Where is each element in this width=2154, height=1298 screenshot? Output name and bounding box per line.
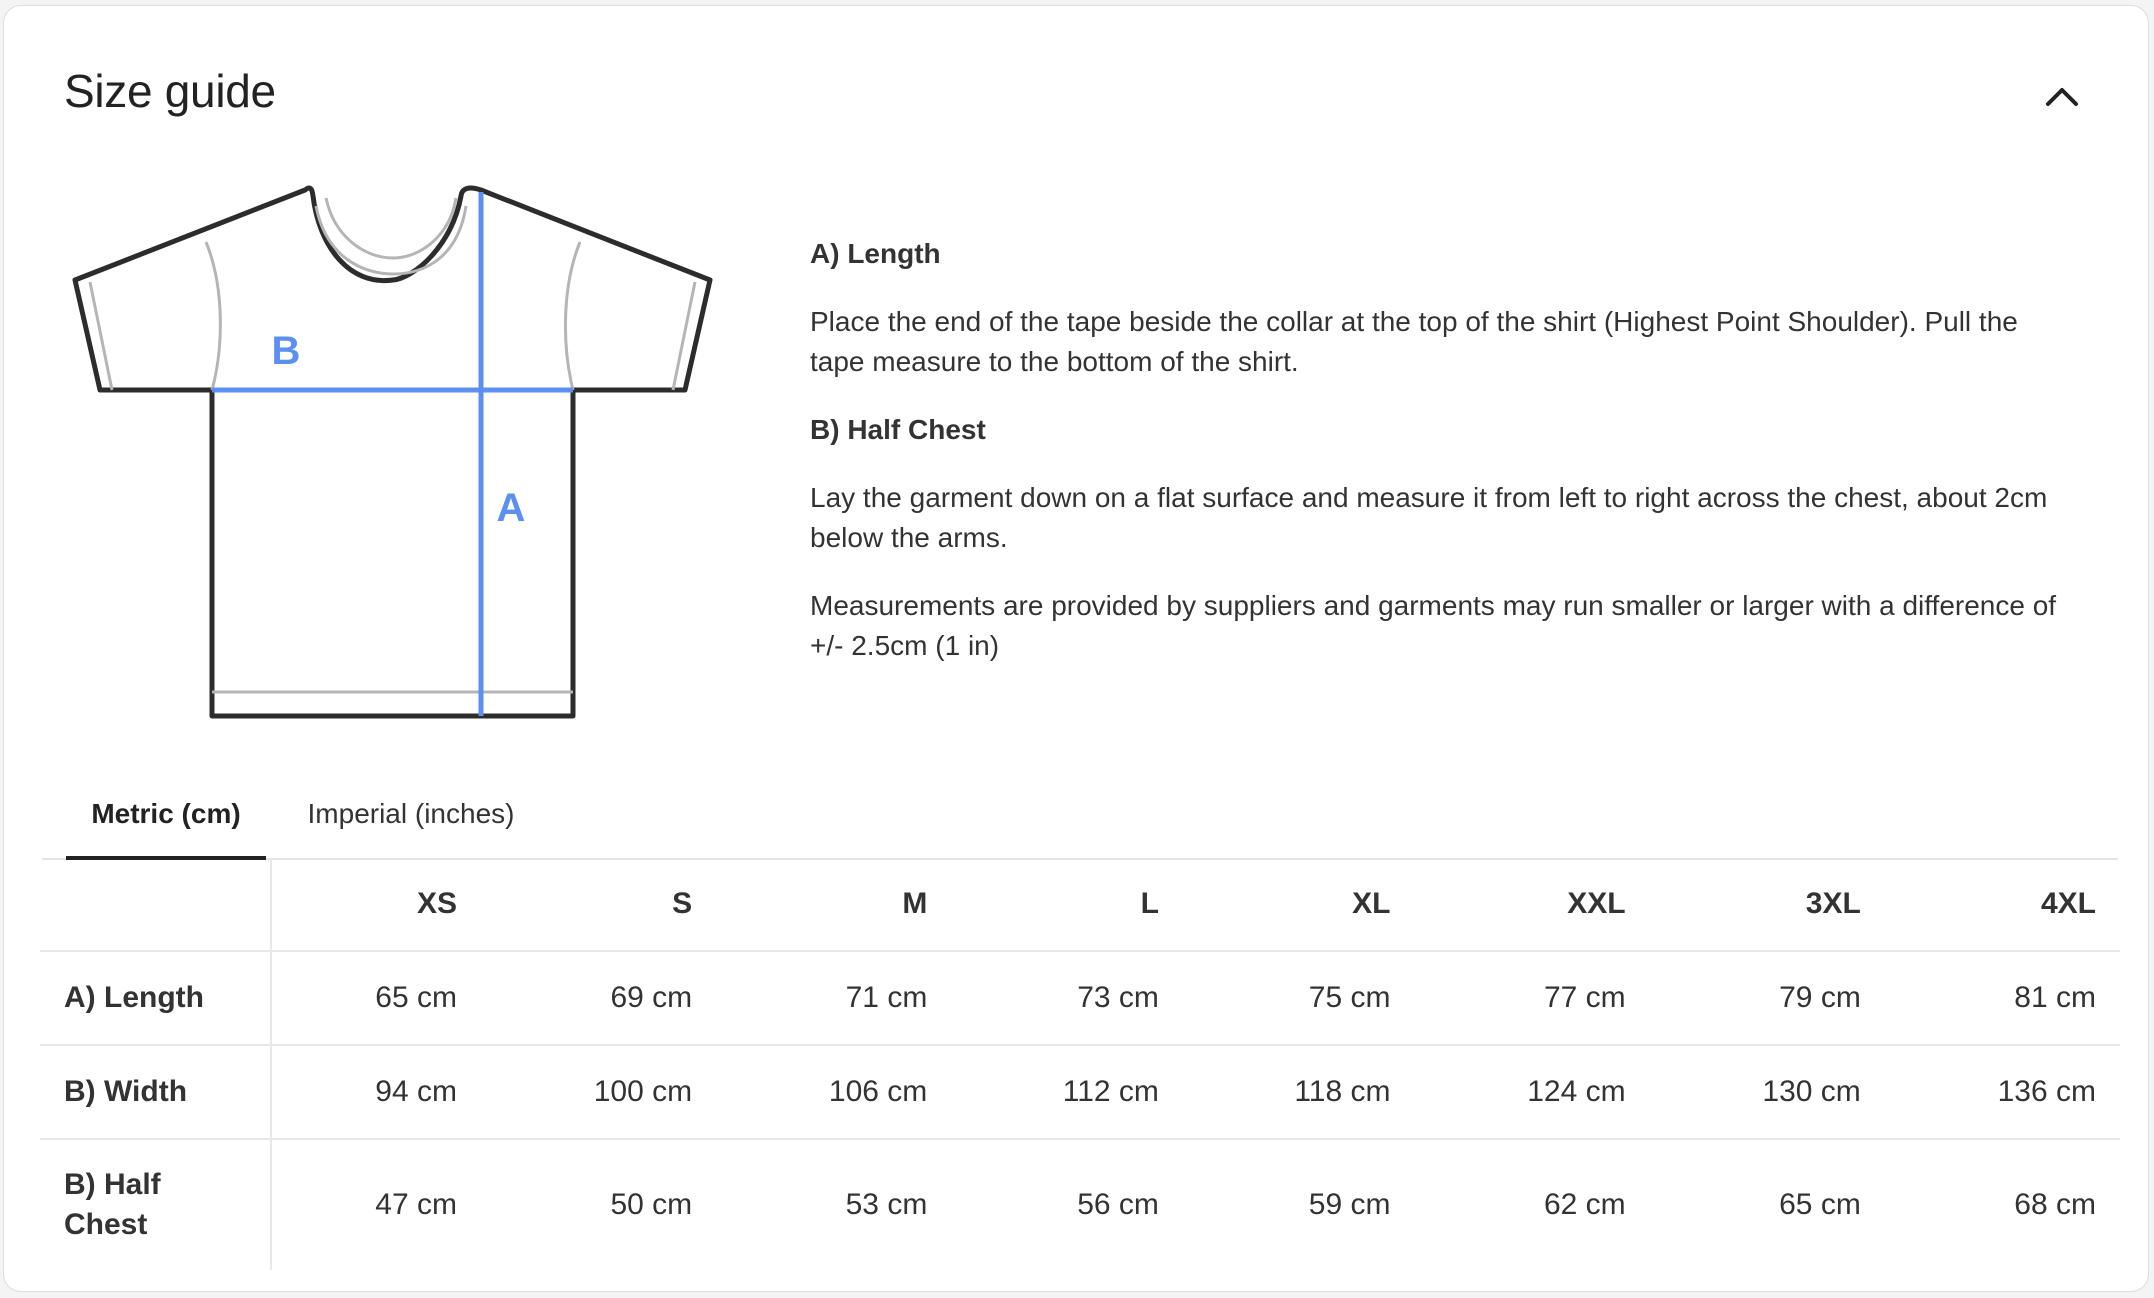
table-corner bbox=[40, 858, 271, 951]
chevron-up-icon bbox=[2045, 85, 2079, 107]
chest-heading: B) Half Chest bbox=[810, 414, 986, 445]
label-b: B bbox=[271, 329, 301, 373]
row-label: B) Width bbox=[40, 1045, 271, 1139]
table-cell: 59 cm bbox=[1308, 1188, 1391, 1221]
size-header: M bbox=[716, 858, 951, 951]
tshirt-outline bbox=[75, 188, 710, 716]
length-heading: A) Length bbox=[810, 238, 941, 269]
chest-text: Lay the garment down on a flat surface and measure it from left to right across the chest, about 2cm below the arms. bbox=[810, 482, 2048, 553]
row-label: B) Half Chest bbox=[40, 1139, 271, 1270]
table-cell: 71 cm bbox=[716, 951, 951, 1045]
size-header: 4XL bbox=[1885, 858, 2120, 951]
size-header: XL bbox=[1183, 858, 1415, 951]
table-cell: 81 cm bbox=[1885, 951, 2120, 1045]
table-cell: 50 cm bbox=[610, 1188, 693, 1221]
table-cell: 118 cm bbox=[1183, 1045, 1415, 1139]
table-cell: 94 cm bbox=[271, 1045, 481, 1139]
table-cell: 65 cm bbox=[1779, 1188, 1861, 1221]
table-cell: 56 cm bbox=[1077, 1188, 1159, 1221]
table-row bbox=[40, 1045, 2120, 1139]
size-header-row bbox=[40, 858, 2120, 951]
tab-imperial[interactable]: Imperial (inches) bbox=[307, 798, 515, 829]
table-cell: 62 cm bbox=[1543, 1188, 1626, 1221]
table-cell: 69 cm bbox=[481, 951, 716, 1045]
table-cell: 77 cm bbox=[1414, 951, 1649, 1045]
label-a: A bbox=[496, 486, 526, 530]
table-cell: 112 cm bbox=[951, 1045, 1183, 1139]
table-cell: 100 cm bbox=[481, 1045, 716, 1139]
table-cell: 68 cm bbox=[2014, 1188, 2096, 1221]
table-cell: 106 cm bbox=[716, 1045, 951, 1139]
table-cell: 130 cm bbox=[1650, 1045, 1885, 1139]
table-row bbox=[40, 1139, 2120, 1270]
measurement-note: Measurements are provided by suppliers and garments may run smaller or larger with a difference of +/- 2.5cm (1 in) bbox=[810, 590, 2057, 661]
table-cell: 124 cm bbox=[1414, 1045, 1649, 1139]
size-header: S bbox=[481, 858, 716, 951]
table-row bbox=[40, 951, 2120, 1045]
table-cell: 73 cm bbox=[951, 951, 1183, 1045]
size-header: L bbox=[951, 858, 1183, 951]
page-title: Size guide bbox=[64, 65, 276, 117]
tshirt-diagram bbox=[64, 176, 724, 736]
table-cell: 75 cm bbox=[1183, 951, 1415, 1045]
size-guide-panel bbox=[3, 5, 2149, 1292]
measurement-instructions bbox=[810, 234, 2080, 694]
size-header: 3XL bbox=[1650, 858, 1885, 951]
size-header: XS bbox=[271, 858, 481, 951]
table-cell: 136 cm bbox=[1885, 1045, 2120, 1139]
tab-metric[interactable]: Metric (cm) bbox=[66, 784, 266, 860]
table-cell: 47 cm bbox=[375, 1188, 457, 1221]
size-table bbox=[40, 858, 2120, 1270]
unit-tabs bbox=[42, 784, 2118, 860]
collapse-button[interactable] bbox=[2034, 68, 2090, 124]
size-header: XXL bbox=[1414, 858, 1649, 951]
length-text: Place the end of the tape beside the collar at the top of the shirt (Highest Point Shoulder). Pull the tape measure to the bottom of the shirt. bbox=[810, 306, 2018, 377]
row-label: A) Length bbox=[40, 951, 271, 1045]
table-cell: 53 cm bbox=[845, 1188, 928, 1221]
table-cell: 65 cm bbox=[271, 951, 481, 1045]
table-cell: 79 cm bbox=[1650, 951, 1885, 1045]
